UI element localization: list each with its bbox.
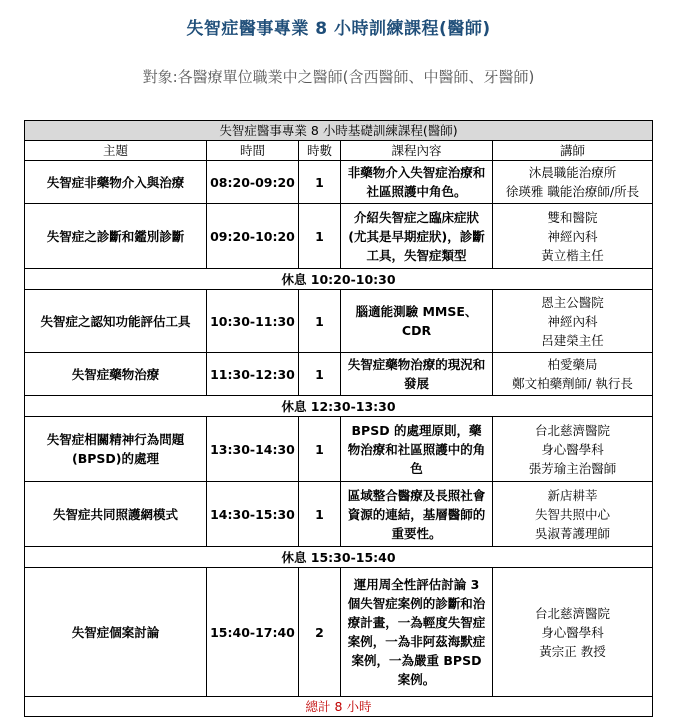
course-time: 08:20-09:20 [207,161,299,204]
break-time: 休息 12:30-13:30 [25,396,653,417]
course-time: 10:30-11:30 [207,290,299,353]
course-time: 15:40-17:40 [207,568,299,697]
course-content: 運用周全性評估討論 3 個失智症案例的診斷和治療計畫，一為輕度失智症案例，一為非阿茲海默症案例，一為嚴重 BPSD 案例。 [341,568,493,697]
lecturer-line: 鄭文柏藥劑師/ 執行長 [512,376,633,391]
document-title: 失智症醫事專業 8 小時訓練課程(醫師) [186,19,491,39]
table-row [25,204,653,269]
course-lecturer [493,204,653,269]
course-time: 11:30-12:30 [207,353,299,396]
table-row [25,568,653,697]
break-row [25,269,653,290]
lecturer-line: 失智共照中心 [534,506,610,522]
lecturer-line: 呂建榮主任 [541,332,604,348]
lecturer-line: 柏愛藥局 [547,357,598,372]
lecturer-line: 張芳瑜主治醫師 [528,460,617,476]
table-row [25,161,653,204]
lecturer-line: 吳淑菁護理師 [534,525,610,541]
lecturer-line: 恩主公醫院 [541,294,604,310]
course-lecturer [493,161,653,204]
course-topic: 失智症之認知功能評估工具 [25,290,207,353]
lecturer-line: 新店耕莘 [547,487,598,503]
course-topic: 失智症藥物治療 [25,353,207,396]
course-lecturer [493,353,653,396]
lecturer-line: 黃宗正 教授 [539,643,606,659]
course-content: 區域整合醫療及長照社會資源的連結，基層醫師的重要性。 [341,482,493,547]
lecturer-line: 神經內科 [547,313,598,329]
course-content: 失智症藥物治療的現況和發展 [341,353,493,396]
course-topic: 失智症之診斷和鑑別診斷 [25,204,207,269]
header-content: 課程內容 [341,141,493,161]
break-time: 休息 10:20-10:30 [25,269,653,290]
document-subtitle: 對象:各醫療單位職業中之醫師(含西醫師、中醫師、牙醫師) [142,68,535,86]
course-hours: 1 [299,353,341,396]
lecturer-line: 黃立楷主任 [541,247,604,263]
table-caption: 失智症醫事專業 8 小時基礎訓練課程(醫師) [25,121,653,141]
course-hours: 2 [299,568,341,697]
course-topic: 失智症非藥物介入與治療 [25,161,207,204]
header-hours: 時數 [299,141,341,161]
lecturer-line: 台北慈濟醫院 [534,422,610,438]
course-topic: 失智症共同照護網模式 [25,482,207,547]
table-row [25,417,653,482]
course-content: 腦適能測驗 MMSE、CDR [341,290,493,353]
break-time: 休息 15:30-15:40 [25,547,653,568]
course-schedule-table [24,120,653,717]
header-topic: 主題 [25,141,207,161]
course-lecturer [493,417,653,482]
course-time: 13:30-14:30 [207,417,299,482]
table-header-row [25,141,653,161]
table-caption-row [25,121,653,141]
lecturer-line: 沐晨職能治療所 [528,165,617,180]
table-row [25,290,653,353]
break-row [25,396,653,417]
lecturer-line: 台北慈濟醫院 [534,605,610,621]
course-hours: 1 [299,204,341,269]
table-row [25,353,653,396]
table-row [25,482,653,547]
course-hours: 1 [299,161,341,204]
lecturer-line: 身心醫學科 [541,624,604,640]
course-content: 介紹失智症之臨床症狀(尤其是早期症狀)，診斷工具，失智症類型 [341,204,493,269]
total-hours: 總計 8 小時 [25,697,653,717]
course-lecturer [493,568,653,697]
lecturer-line: 雙和醫院 [547,209,598,225]
lecturer-line: 徐瑛雅 職能治療師/所長 [505,184,640,199]
total-row [25,697,653,717]
course-time: 14:30-15:30 [207,482,299,547]
course-hours: 1 [299,290,341,353]
lecturer-line: 身心醫學科 [541,441,604,457]
course-topic: 失智症個案討論 [25,568,207,697]
course-time: 09:20-10:20 [207,204,299,269]
course-lecturer [493,290,653,353]
course-hours: 1 [299,482,341,547]
course-content: BPSD 的處理原則，藥物治療和社區照護中的角色 [341,417,493,482]
course-lecturer [493,482,653,547]
header-time: 時間 [207,141,299,161]
course-content: 非藥物介入失智症治療和社區照護中角色。 [341,161,493,204]
break-row [25,547,653,568]
lecturer-line: 神經內科 [547,228,598,244]
course-hours: 1 [299,417,341,482]
course-topic: 失智症相關精神行為問題(BPSD)的處理 [25,417,207,482]
header-lecturer: 講師 [493,141,653,161]
